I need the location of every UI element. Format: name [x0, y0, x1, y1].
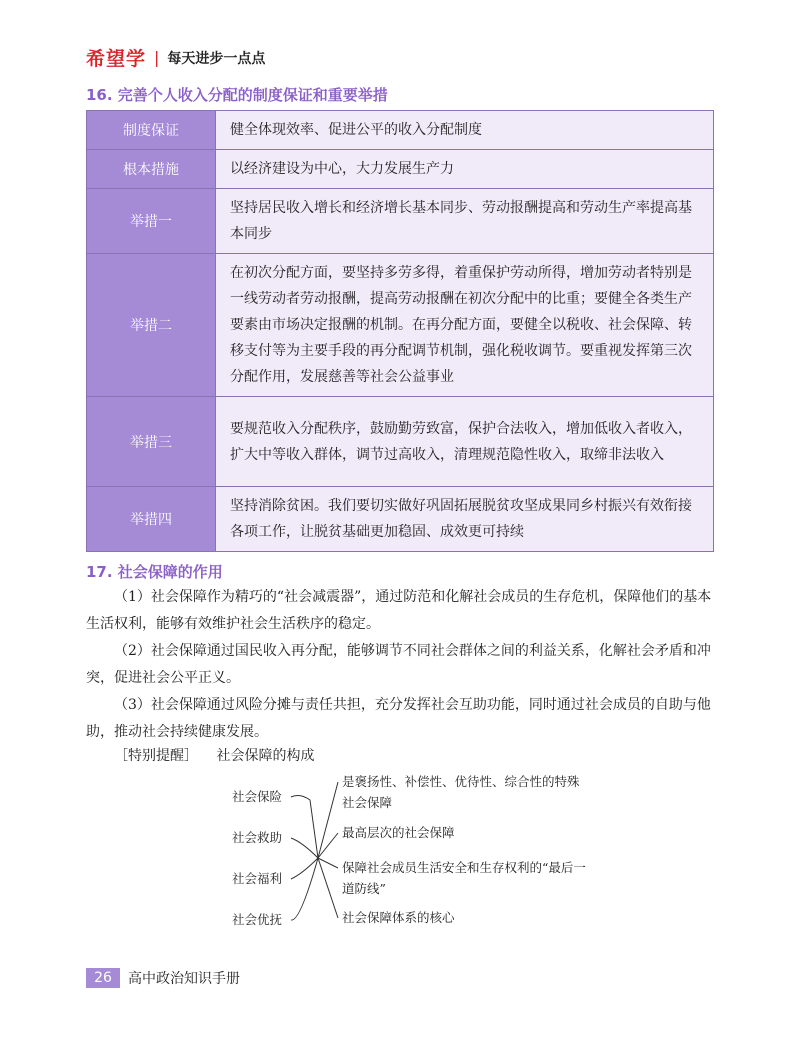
paragraph-1: （1）社会保障作为精巧的“社会减震器”，通过防范和化解社会成员的生存危机，保障他们的基本生活权利，能够有效维护社会生活秩序的稳定。	[86, 589, 712, 632]
brand-logo: 希望学	[86, 48, 147, 70]
connector-line	[291, 858, 338, 920]
special-reminder	[114, 745, 314, 765]
paragraph-2: （2）社会保障通过国民收入再分配，能够调节不同社会群体之间的利益关系，化解社会矛盾和冲突，促进社会公平正义。	[86, 643, 711, 686]
row-content: 健全体现效率、促进公平的收入分配制度	[216, 111, 714, 150]
section-17-title: 17. 社会保障的作用	[86, 563, 223, 581]
row-content: 以经济建设为中心，大力发展生产力	[216, 150, 714, 189]
row-label: 举措四	[87, 487, 216, 552]
connector-lines	[291, 782, 338, 920]
page-footer	[86, 968, 240, 988]
brand-separator: |	[154, 48, 160, 67]
table-row	[87, 111, 714, 150]
row-content: 坚持居民收入增长和经济增长基本同步、劳动报酬提高和劳动生产率提高基本同步	[216, 189, 714, 254]
book-title: 高中政治知识手册	[128, 971, 240, 987]
connector-line	[291, 833, 338, 858]
row-label: 制度保证	[87, 111, 216, 150]
diagram-right-text: 社会保障	[342, 795, 393, 810]
table-row	[87, 397, 714, 487]
diagram-right-text: 社会保障体系的核心	[342, 910, 455, 925]
diagram-right-text: 最高层次的社会保障	[342, 825, 455, 840]
page-number: 26	[86, 968, 120, 988]
brand-header	[86, 44, 265, 71]
diagram-left-label: 社会保险	[232, 789, 283, 804]
connector-line	[291, 858, 338, 879]
row-content: 坚持消除贫困。我们要切实做好巩固拓展脱贫攻坚成果同乡村振兴有效衔接各项工作，让脱贫基础更加稳固、成效更可持续	[216, 487, 714, 552]
table-row	[87, 254, 714, 397]
paragraph-3: （3）社会保障通过风险分摊与责任共担，充分发挥社会互助功能，同时通过社会成员的自助与他助，推动社会持续健康发展。	[86, 697, 711, 740]
brand-slogan: 每天进步一点点	[167, 50, 266, 67]
row-label: 举措二	[87, 254, 216, 397]
diagram-left-label: 社会优抚	[232, 912, 283, 927]
row-label: 举措三	[87, 397, 216, 487]
row-content: 要规范收入分配秩序，鼓励勤劳致富，保护合法收入，增加低收入者收入，扩大中等收入群体，调节过高收入，清理规范隐性收入，取缔非法收入	[216, 397, 714, 487]
table-row	[87, 487, 714, 552]
reminder-text: 社会保障的构成	[216, 748, 315, 764]
section-16-title: 16. 完善个人收入分配的制度保证和重要举措	[86, 86, 388, 104]
connector-line	[291, 782, 338, 858]
diagram-right-text: 道防线”	[342, 881, 386, 896]
diagram-left-label: 社会救助	[232, 830, 283, 845]
row-content: 在初次分配方面，要坚持多劳多得，着重保护劳动所得，增加劳动者特别是一线劳动者劳动报酬，提高劳动报酬在初次分配中的比重；要健全各类生产要素由市场决定报酬的机制。在再分配方面，要健全以税收、社会保障、转移支付等为主要手段的再分配调节机制，强化税收调节。要重视发挥第三次分配作用，发展慈善等社会公益事业	[216, 254, 714, 397]
diagram-right-text: 保障社会成员生活安全和生存权利的“最后一	[342, 860, 586, 875]
diagram-right-text: 是褒扬性、补偿性、优待性、综合性的特殊	[342, 774, 580, 789]
table-row	[87, 189, 714, 254]
row-label: 举措一	[87, 189, 216, 254]
table-row	[87, 150, 714, 189]
row-label: 根本措施	[87, 150, 216, 189]
diagram-left-label: 社会福利	[232, 871, 283, 886]
reminder-tag: ［特别提醒］	[114, 748, 198, 764]
income-distribution-table	[86, 110, 714, 552]
